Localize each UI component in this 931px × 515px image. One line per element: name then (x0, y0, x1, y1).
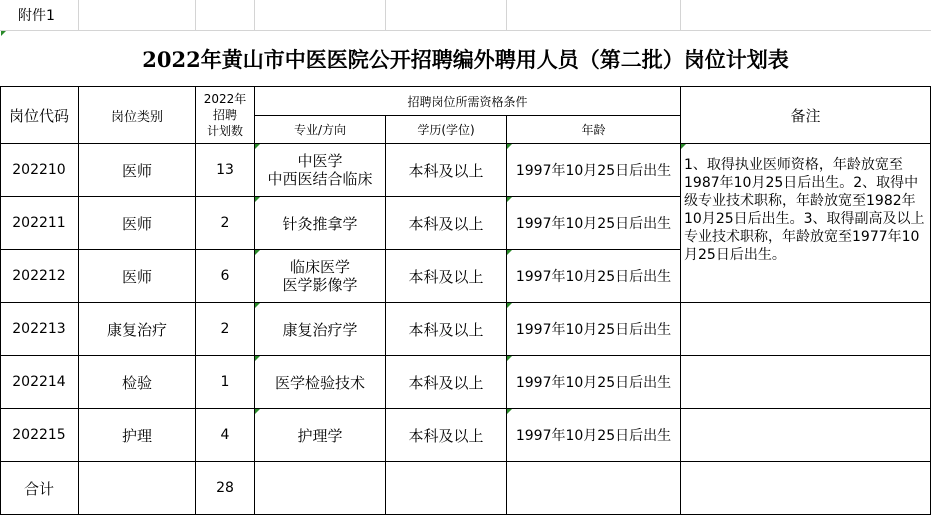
cell-education: 本科及以上 (408, 373, 484, 392)
cell-type: 护理 (121, 426, 152, 445)
header-age: 年龄 (581, 123, 606, 137)
cell-education: 本科及以上 (408, 267, 484, 286)
attachment-label: 附件1 (18, 8, 55, 24)
cell-code: 202210 (12, 162, 66, 178)
header-plan-count-year: 2022年 (203, 92, 247, 106)
cell-age: 1997年10月25日后出生 (515, 163, 672, 179)
cell-major (255, 250, 385, 302)
header-post-type: 岗位类别 (110, 109, 163, 125)
header-remarks: 备注 (790, 106, 821, 125)
header-major: 专业/方向 (293, 123, 347, 137)
header-qualifications: 招聘岗位所需资格条件 (407, 94, 528, 109)
cell-count: 2 (220, 215, 230, 231)
cell-age: 1997年10月25日后出生 (515, 216, 672, 232)
cell-major-line: 中医学 (297, 152, 343, 170)
cell-type: 医师 (121, 214, 152, 233)
cell-major: 针灸推拿学 (282, 214, 358, 233)
cell-code: 202213 (12, 321, 66, 337)
total-count: 28 (216, 480, 234, 496)
cell-count: 13 (216, 162, 234, 178)
cell-age: 1997年10月25日后出生 (515, 269, 672, 285)
total-label: 合计 (23, 479, 54, 498)
header-education: 学历(学位) (417, 123, 475, 137)
cell-type: 检验 (121, 373, 152, 392)
cell-age: 1997年10月25日后出生 (515, 322, 672, 338)
header-plan-count-b: 计划数 (206, 124, 243, 138)
cell-major: 医学检验技术 (274, 373, 365, 392)
cell-major: 康复治疗学 (282, 320, 358, 339)
page-title: 2022年黄山市中医医院公开招聘编外聘用人员（第二批）岗位计划表 (142, 46, 789, 72)
remarks-cell: 1、取得执业医师资格，年龄放宽至1987年10月25日后出生。2、取得中级专业技术职称，年龄放宽至1982年10月25日后出生。3、取得副高及以上专业技术职称，年龄放宽至1977年10月25日后出生。 (684, 157, 925, 263)
cell-code: 202212 (12, 268, 66, 284)
cell-major-line: 临床医学 (289, 258, 350, 276)
cell-code: 202214 (12, 374, 66, 390)
cell-major-line: 医学影像学 (282, 276, 358, 294)
header-plan-count (196, 87, 254, 143)
cell-type: 医师 (121, 267, 152, 286)
cell-age: 1997年10月25日后出生 (515, 375, 672, 391)
cell-count: 4 (220, 427, 230, 443)
cell-code: 202215 (12, 427, 66, 443)
cell-major-line: 中西医结合临床 (267, 170, 373, 188)
cell-type: 康复治疗 (106, 320, 167, 339)
cell-major: 护理学 (297, 426, 343, 445)
cell-education: 本科及以上 (408, 161, 484, 180)
cell-count: 6 (220, 268, 230, 284)
cell-count: 1 (220, 374, 230, 390)
cell-code: 202211 (12, 215, 66, 231)
cell-education: 本科及以上 (408, 426, 484, 445)
cell-age: 1997年10月25日后出生 (515, 428, 672, 444)
cell-major (255, 144, 385, 196)
cell-count: 2 (220, 321, 230, 337)
cell-type: 医师 (121, 161, 152, 180)
header-plan-count-a: 招聘 (212, 108, 237, 122)
header-post-code: 岗位代码 (8, 106, 69, 125)
cell-education: 本科及以上 (408, 214, 484, 233)
cell-education: 本科及以上 (408, 320, 484, 339)
